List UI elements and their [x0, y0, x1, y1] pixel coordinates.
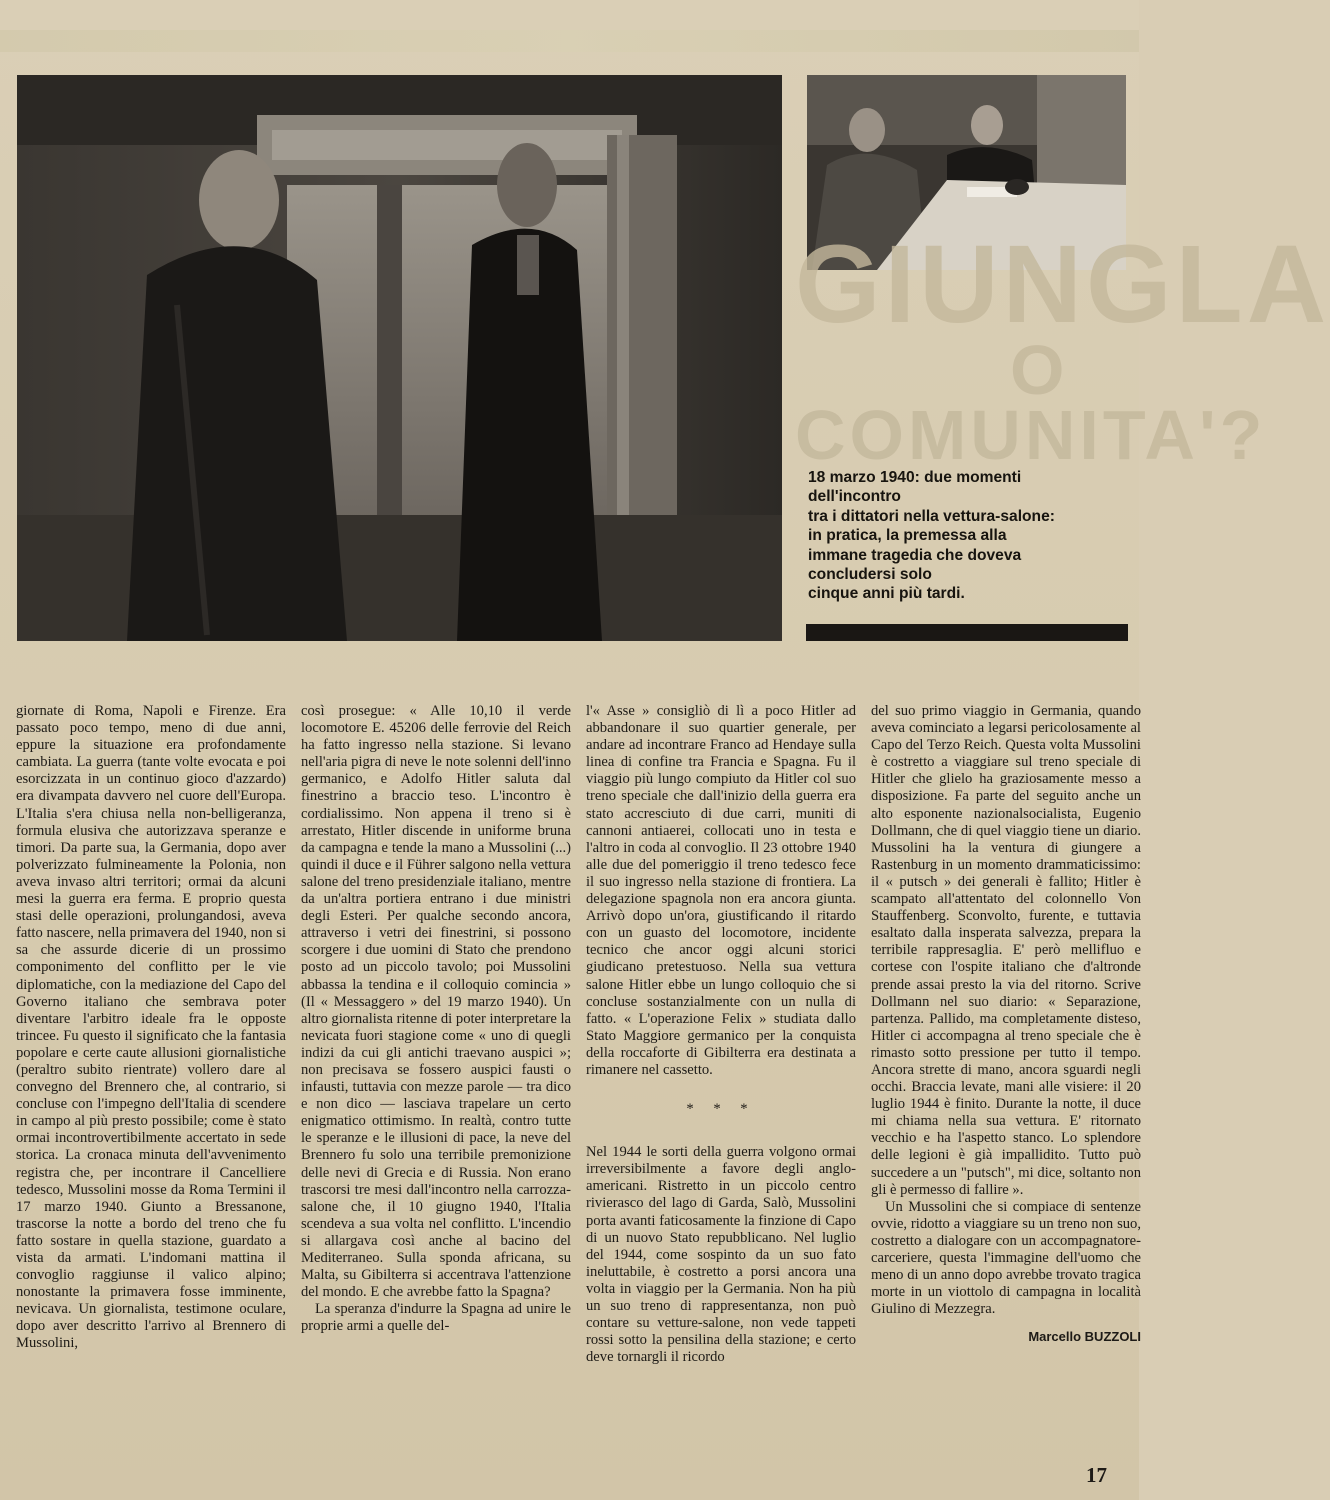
caption-line: cinque anni più tardi. — [808, 585, 965, 603]
caption-line: in pratica, la premessa alla — [808, 527, 1007, 545]
article-paragraph: del suo primo viaggio in Germania, quando aveva cominciato a legarsi pericolosamente al Capo del Terzo Reich. Questa volta Mussolini è costretto a viaggiare sul treno speciale di Hitler che glielo ha graziosamente messo a disposizione. Fa parte del seguito anche un alto esponente nazionalsocialista, Eugenio Dollmann, che di quel viaggio tiene un diario. Mussolini ha la ventura di giungere a Rastenburg in un momento drammaticissimo: il « putsch » dei generali è fallito; Hitler è scampato all'attentato del colonnello Von Stauffenberg. Sconvolto, furente, e tuttavia esaltato dalla insperata salvezza, prepara la terribile rappresaglia. E' però mellifluo e cortese con l'ospite italiano che d'altronde prende assai presto la via del ritorno. Scrive Dollmann nel suo diario: « Separazione, partenza. Pallido, ma completamente disteso, Hitler ci accompagna al treno speciale che è rimasto sotto pressione per tutto il tempo. Ancora strette di mano, ancora sguardi negli occhi. Braccia levate, mani alle visiere: il 20 luglio 1944 è finito. Durante la notte, il duce mi chiama nella sua vettura. E' ritornato vecchio e ha l'aspetto stanco. Lo splendore delle legioni è già impallidito. Tutto può succedere a un "putsch", mi dice, soltanto non gli è permesso di fallire ». — [871, 703, 1141, 1198]
article-paragraph: l'« Asse » consigliò di lì a poco Hitler ad abbandonare il suo quartier generale, per andare ad incontrare Franco ad Hendaye sulla linea di confine tra Francia e Spagna. Fu il viaggio più lungo compiuto da Hitler col suo treno speciale che dall'inizio della guerra era stato accresciuto di due carri, muniti di cannoni antiaerei, collocati uno in testa e l'altro in coda al convoglio. Il 23 ottobre 1940 alle due del pomeriggio il treno tedesco fece il suo ingresso nella stazione di frontiera. La delegazione spagnola non era ancora giunta. Arrivò dopo un'ora, giustificando il ritardo con un guasto del locomotore, incidente tecnico che ancor oggi alcuni storici giudicano pretestuoso. Nella sua vettura salone Hitler ebbe un lungo colloquio che si concluse sostanzialmente con un nulla di fatto. « L'operazione Felix » studiata dallo Stato Maggiore germanico per la conquista della roccaforte di Gibilterra era destinata a rimanere nel cassetto. — [586, 703, 856, 1078]
main-photo — [17, 75, 782, 641]
article-paragraph: così prosegue: « Alle 10,10 il verde locomotore E. 45206 delle ferrovie del Reich ha fatto ingresso nella stazione. Si levano nell'aria pigra di neve le note solenni dell'inno germanico, e Adolfo Hitler saluta dal finestrino a braccio teso. L'incontro è cordialissimo. Non appena il treno si è arrestato, Hitler discende in uniforme bruna da campagna e tende la mano a Mussolini (...) quindi il duce e il Führer salgono nella vettura salone del treno presidenziale italiano, mentre da un'altra portiera entrano i due ministri degli Esteri. Per qualche secondo ancora, attraverso i vetri dei finestrini, si possono scorgere i due uomini di Stato che prendono posto ad un piccolo tavolo; poi Mussolini abbassa la tendina e il colloquio comincia » (Il « Messaggero » del 19 marzo 1940). Un altro giornalista ritenne di poter interpretare la nevicata fuori stagione come « uno di quegli indizi da cui gli antichi traevano auspici »; non precisava se fossero auspici fausti o infausti, tuttavia con mezze parole — tra dico e non dico — lasciava trapelare un certo enigmatico ottimismo. In realtà, contro tutte le speranze e le illusioni di pace, la neve del Brennero fu solo una terribile premonizione delle nevi di Grecia e di Russia. Non erano trascorsi tre mesi dall'incontro nella carrozza-salone che, il 10 giugno 1940, l'Italia scendeva a sua volta nel conflitto. L'incendio si allargava così anche al bacino del Mediterraneo. Sulla sponda africana, su Malta, su Gibilterra si accentrava l'attenzione del mondo. E che avrebbe fatto la Spagna? — [301, 703, 571, 1301]
article-body — [16, 703, 1141, 1463]
caption-line: immane tragedia che doveva — [808, 546, 1022, 564]
article-paragraph: giornate di Roma, Napoli e Firenze. Era passato poco tempo, meno di due anni, eppure la situazione era profondamente cambiata. La guerra (tante volte evocata e poi esorcizzata in un continuo gioco d'azzardo) era divampata davvero nel cuore dell'Europa. L'Italia s'era chiusa nella non-belligeranza, formula elusiva che autorizzava speranze e timori. Da parte sua, la Germania, dopo aver polverizzato fulmineamente la Polonia, non aveva invaso altri territori; ormai da alcuni mesi la guerra era ferma. E proprio questa stasi delle operazioni, prolungandosi, aveva fatto nascere, nella primavera del 1940, non si sa che assurde dicerie di un prossimo componimento del conflitto per le vie diplomatiche, con la mediazione del Capo del Governo italiano che sembrava poter diventare l'arbitro ideale fra le opposte trincee. Fu questo il significato che la fantasia popolare e certe caute allusioni giornalistiche (peraltro subito rientrate) vollero dare al convegno del Brennero che, al contrario, si concluse con l'impegno dell'Italia di scendere in campo al più presto possibile; come è stato ormai incontrovertibilmente accertato in sede storica. La cronaca minuta dell'avvenimento registra che, per incontrare il Cancelliere tedesco, Mussolini mosse da Roma Termini il 17 marzo 1940. Giunto a Bressanone, trascorse la notte a bordo del treno che fu fatto sostare in quella stazione, guardato a vista da armati. L'indomani mattina il convoglio raggiunse il valico alpino; nonostante la primavera fosse imminente, nevicava. Un giornalista, testimone oculare, dopo aver descritto l'arrivo al Brennero di Mussolini, — [16, 703, 286, 1352]
article-paragraph: Un Mussolini che si compiace di sentenze ovvie, ridotto a viaggiare su un treno non suo, costretto a dialogare con un accompagnatore-carceriere, questa l'immagine dell'uomo che meno di un anno dopo avrebbe trovato tragica morte in un viottolo di campagna in località Giulino di Mezzegra. — [871, 1198, 1141, 1318]
caption-line: concludersi solo — [808, 566, 932, 584]
photo-caption — [808, 468, 1130, 604]
section-separator: * * * — [686, 1101, 756, 1118]
main-photo-image — [17, 75, 782, 641]
ghost-title-line-2: O — [1010, 331, 1069, 409]
page-number: 17 — [1086, 1463, 1107, 1487]
article-column-1 — [16, 703, 286, 1463]
article-column-3 — [586, 703, 856, 1463]
top-color-strip — [0, 30, 1139, 52]
caption-line: dell'incontro — [808, 488, 901, 506]
author-signature: Marcello BUZZOLI — [1028, 1329, 1141, 1345]
caption-line: tra i dittatori nella vettura-salone: — [808, 507, 1055, 525]
article-column-2 — [301, 703, 571, 1463]
caption-line: 18 marzo 1940: due momenti — [808, 469, 1022, 486]
article-paragraph: Nel 1944 le sorti della guerra volgono ormai irreversibilmente a favore degli anglo-americani. Ristretto in un piccolo centro rivierasco del lago di Garda, Salò, Mussolini porta avanti faticosamente la finzione di Capo di un nuovo Stato repubblicano. Nel luglio del 1944, come sospinto da un suo fato ineluttabile, è costretto a porsi ancora una volta in viaggio per la Germania. Non ha più un suo treno di rappresentanza, non può contare su vetture-salone, non vede tappeti rossi sotto la pensilina della stazione; e certo deve tornargli il ricordo — [586, 1144, 856, 1366]
ghost-title-line-1: GIUNGLA — [795, 223, 1330, 346]
article-column-4 — [871, 703, 1141, 1463]
caption-rule — [806, 624, 1128, 641]
article-paragraph: La speranza d'indurre la Spagna ad unire le proprie armi a quelle del- — [301, 1301, 571, 1335]
ghost-title-line-3: COMUNITA'? — [795, 396, 1267, 474]
